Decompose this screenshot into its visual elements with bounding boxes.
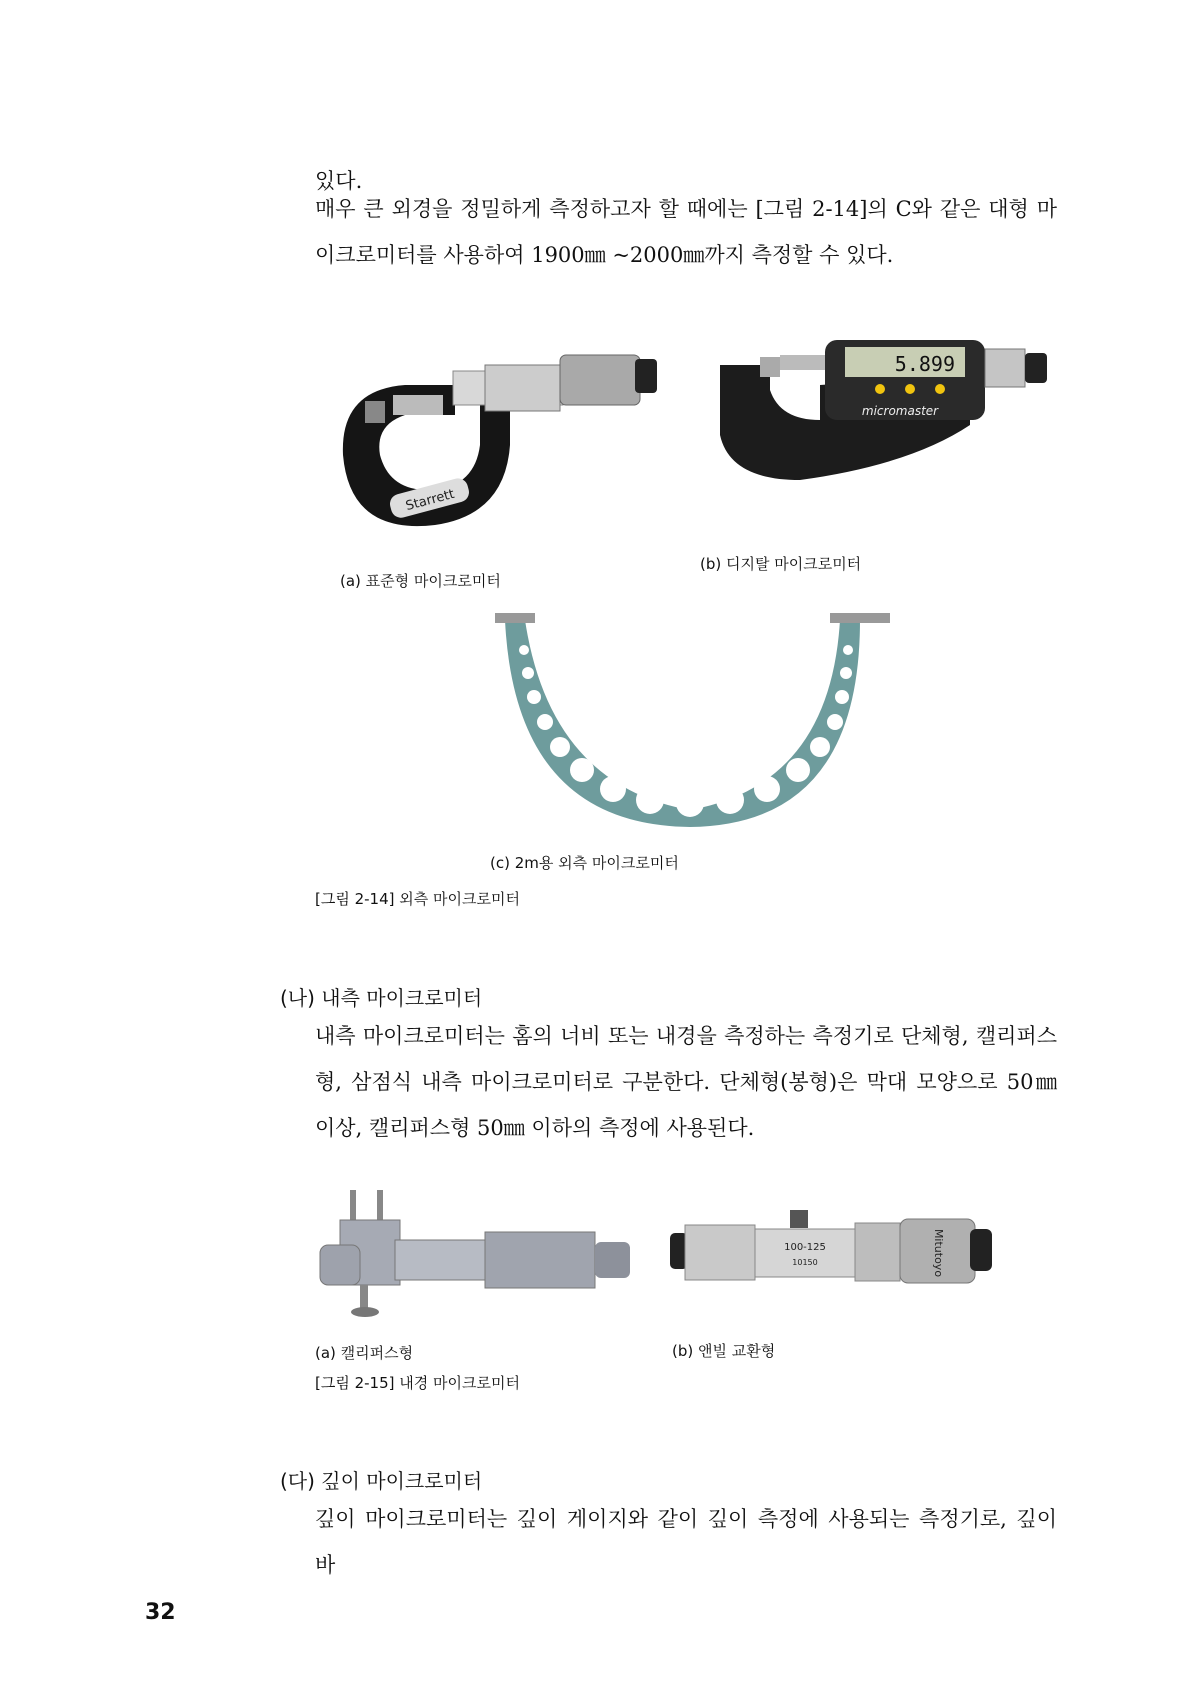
fig15-title: [그림 2-15] 내경 마이크로미터 xyxy=(315,1374,520,1392)
large-micrometer-image xyxy=(490,605,890,830)
starrett-logo: Starrett xyxy=(404,486,457,515)
page-number: 32 xyxy=(145,1600,176,1625)
anvil-range-label: 100-125 xyxy=(784,1242,826,1253)
continuation-line: 있다. xyxy=(315,169,363,193)
digital-readout: 5.899 xyxy=(894,352,955,376)
section-heading-depth-micrometer: (다) 깊이 마이크로미터 xyxy=(280,1469,483,1493)
fig15-caption-a: (a) 캘리퍼스형 xyxy=(315,1344,414,1362)
anvil-exchange-micrometer-image xyxy=(670,1205,995,1295)
caliper-inside-micrometer-image xyxy=(315,1190,635,1320)
digital-micrometer-image xyxy=(710,335,1050,485)
mitutoyo-logo: Mitutoyo xyxy=(932,1228,945,1278)
micromaster-logo: micromaster xyxy=(861,404,939,418)
fig14-caption-c: (c) 2m용 외측 마이크로미터 xyxy=(490,854,679,872)
paragraph-depth-micrometer: 깊이 마이크로미터는 깊이 게이지와 같이 깊이 측정에 사용되는 측정기로, 깊이 바 xyxy=(315,1507,1057,1577)
section-heading-inside-micrometer: (나) 내측 마이크로미터 xyxy=(280,986,483,1010)
fig14-title: [그림 2-14] 외측 마이크로미터 xyxy=(315,890,520,908)
standard-micrometer-image xyxy=(335,335,665,545)
fig14-caption-b: (b) 디지탈 마이크로미터 xyxy=(700,555,862,573)
paragraph-inside-micrometer: 내측 마이크로미터는 홈의 너비 또는 내경을 측정하는 측정기로 단체형, 캘리퍼스형, 삼점식 내측 마이크로미터로 구분한다. 단체형(봉형)은 막대 모양으로 50㎜ 이상, 캘리퍼스형 50㎜ 이하의 측정에 사용된다. xyxy=(315,1024,1057,1140)
fig15-caption-b: (b) 앤빌 교환형 xyxy=(672,1342,776,1360)
anvil-serial-label: 10150 xyxy=(792,1258,818,1267)
fig14-caption-a: (a) 표준형 마이크로미터 xyxy=(340,572,501,590)
paragraph-large-micrometer: 매우 큰 외경을 정밀하게 측정하고자 할 때에는 [그림 2-14]의 C와 같은 대형 마이크로미터를 사용하여 1900㎜ ~2000㎜까지 측정할 수 있다. xyxy=(315,197,1057,267)
